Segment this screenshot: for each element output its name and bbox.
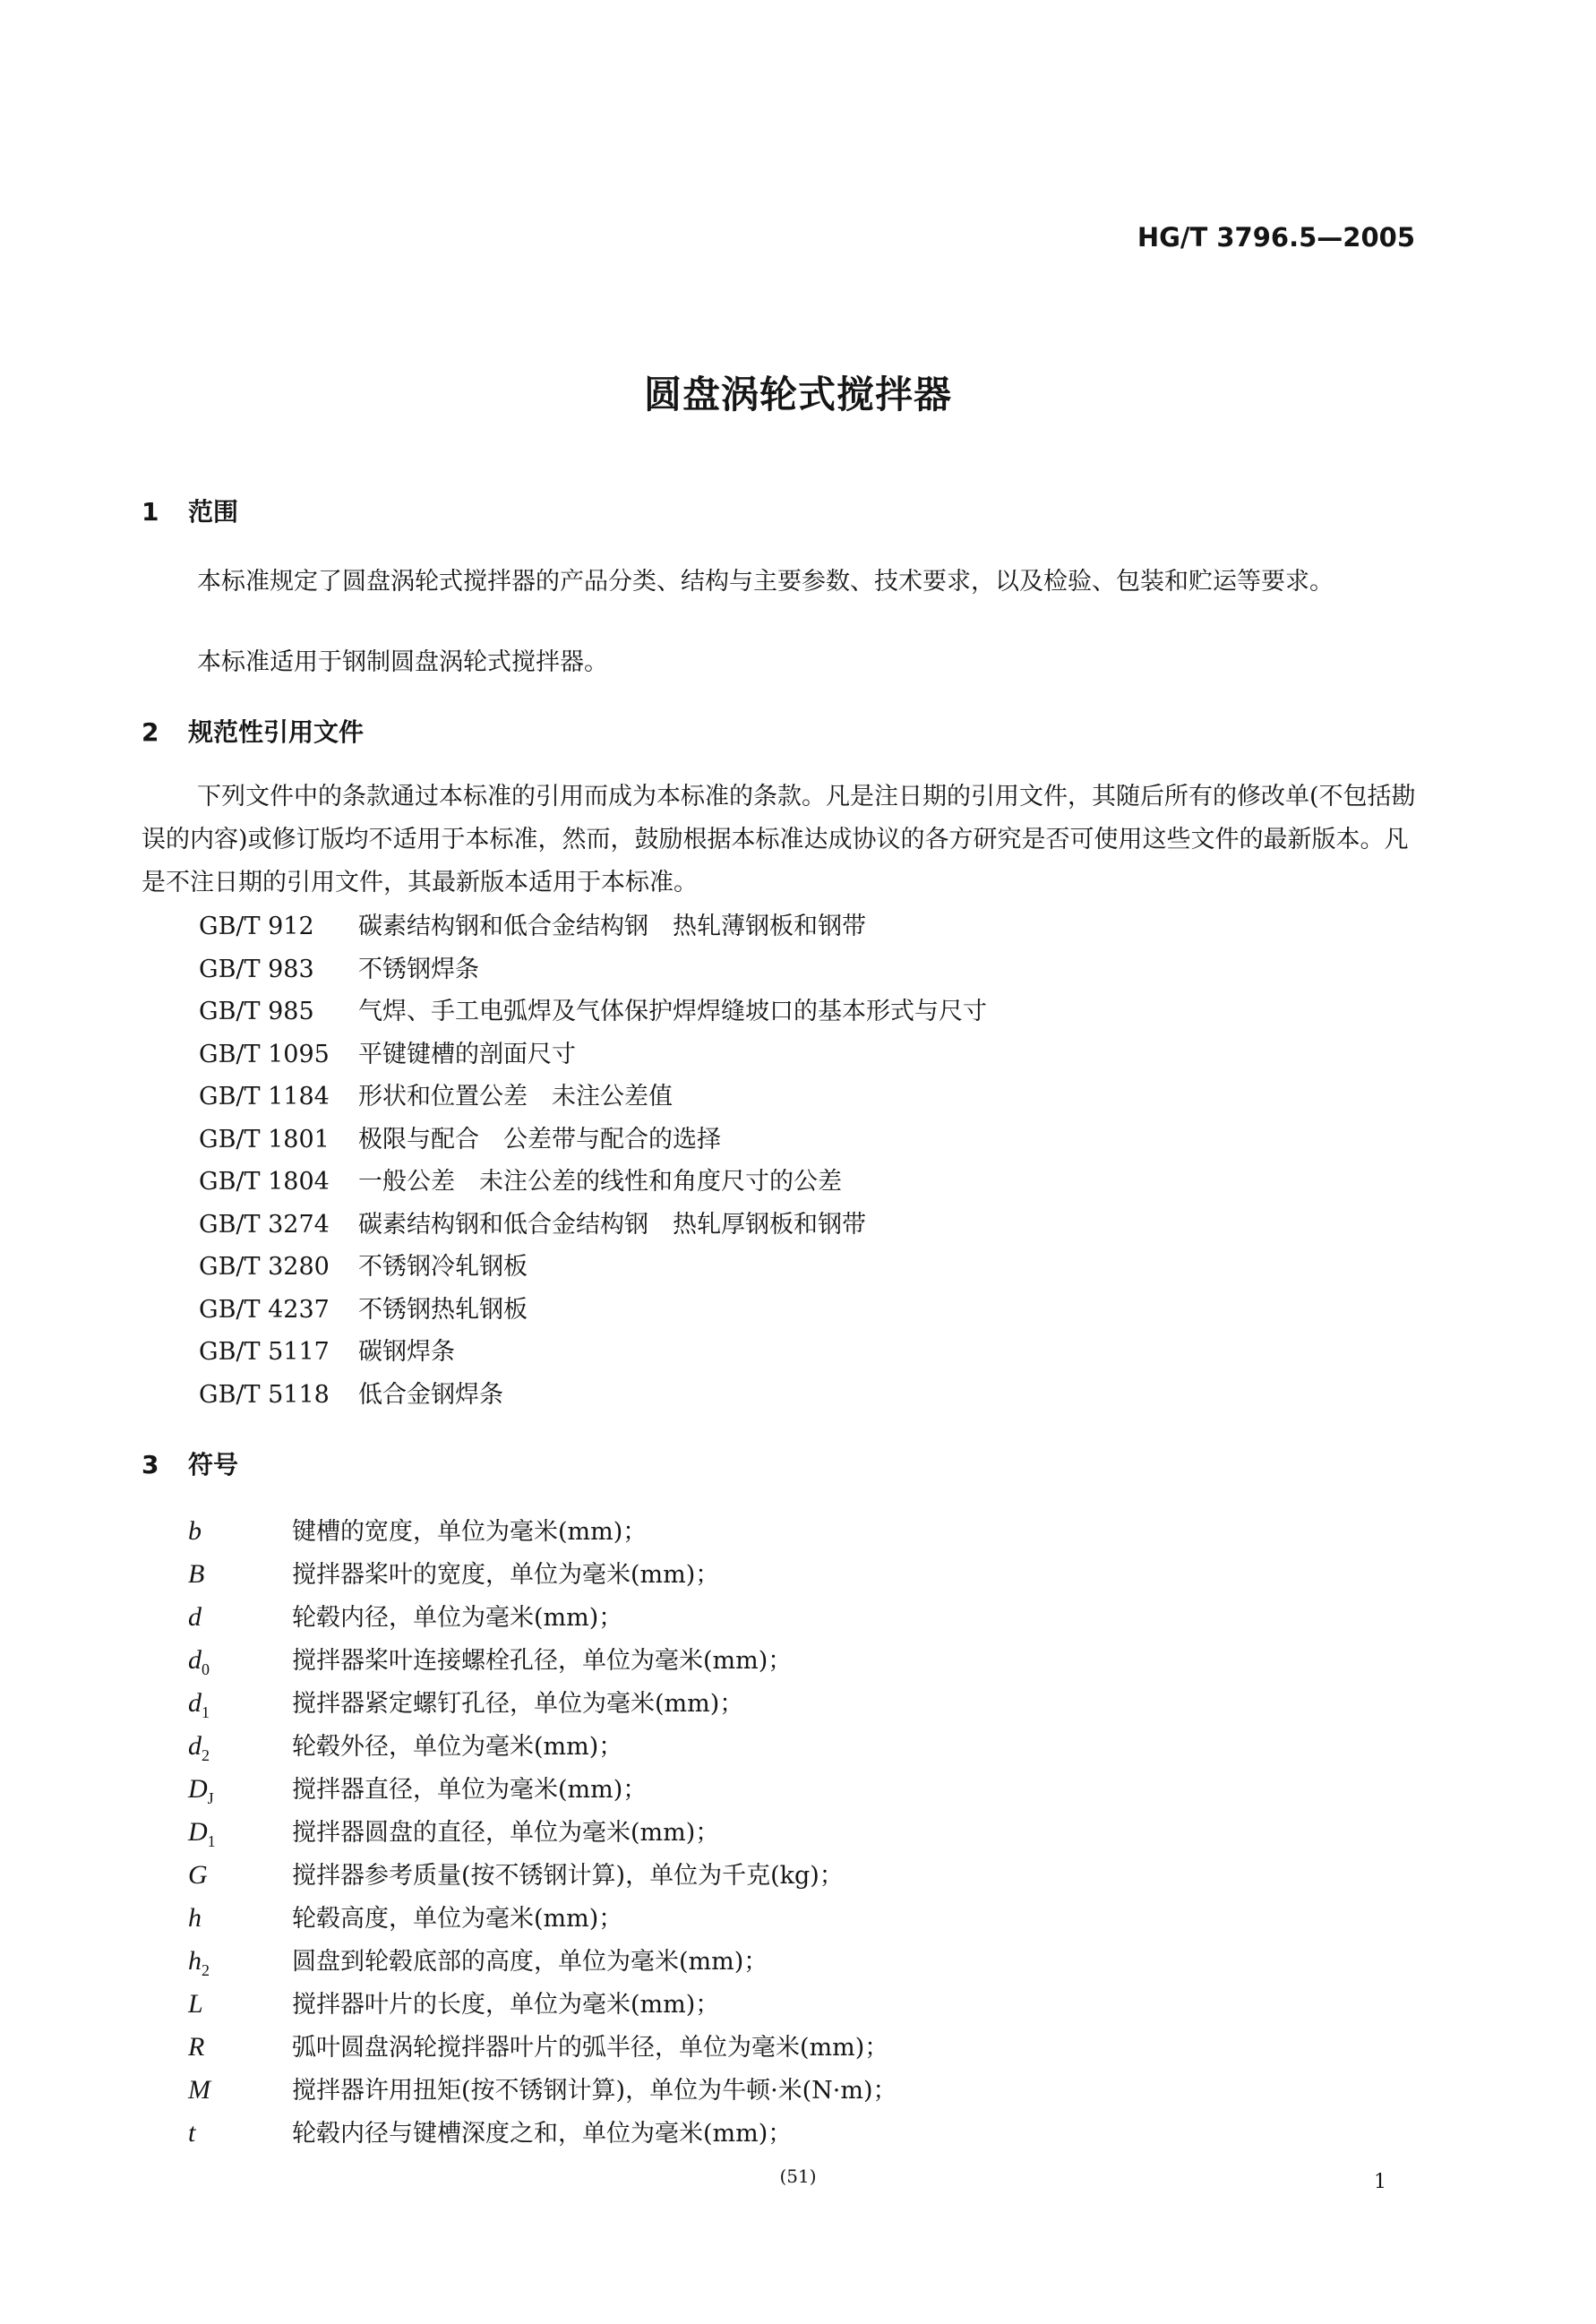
reference-title: 形状和位置公差 未注公差值 bbox=[358, 1083, 673, 1111]
reference-code: GB/T 1801 bbox=[199, 1125, 330, 1153]
symbol-description: 搅拌器许用扭矩(按不锈钢计算)，单位为牛顿·米(N·m)； bbox=[292, 2077, 897, 2105]
reference-item bbox=[199, 906, 866, 941]
reference-title: 碳素结构钢和低合金结构钢 热轧厚钢板和钢带 bbox=[358, 1210, 866, 1239]
reference-item bbox=[199, 949, 479, 984]
reference-title: 不锈钢热轧钢板 bbox=[358, 1295, 528, 1324]
standard-code: HG/T 3796.5—2005 bbox=[1137, 222, 1415, 253]
symbol-letter bbox=[188, 1774, 292, 1808]
symbol-base: t bbox=[188, 2118, 196, 2148]
symbol-base: L bbox=[188, 1989, 203, 2019]
symbol-description: 圆盘到轮毂底部的高度，单位为毫米(mm)； bbox=[292, 1948, 768, 1976]
symbol-letter bbox=[188, 2032, 292, 2062]
symbol-letter bbox=[188, 1903, 292, 1934]
symbol-letter bbox=[188, 1989, 292, 2020]
symbol-description: 搅拌器紧定螺钉孔径，单位为毫米(mm)； bbox=[292, 1690, 744, 1718]
section-1-heading bbox=[142, 493, 238, 528]
symbol-item bbox=[188, 1727, 622, 1765]
section-3-heading bbox=[142, 1445, 238, 1481]
symbol-base: h bbox=[188, 1946, 202, 1976]
reference-code: GB/T 5118 bbox=[199, 1380, 330, 1409]
symbol-letter bbox=[188, 1946, 292, 1980]
symbol-description: 搅拌器桨叶的宽度，单位为毫米(mm)； bbox=[292, 1561, 720, 1589]
section-2-heading bbox=[142, 713, 364, 749]
symbol-letter bbox=[188, 1860, 292, 1891]
reference-title: 低合金钢焊条 bbox=[358, 1380, 503, 1409]
reference-item bbox=[199, 1332, 455, 1367]
section-title: 规范性引用文件 bbox=[188, 717, 365, 747]
symbol-base: h bbox=[188, 1903, 202, 1933]
symbol-subscript: 1 bbox=[207, 1832, 216, 1850]
reference-item bbox=[199, 1205, 866, 1239]
symbol-subscript: 2 bbox=[202, 1961, 210, 1979]
symbol-subscript: J bbox=[207, 1789, 214, 1807]
paragraph-text: 本标准适用于钢制圆盘涡轮式搅拌器。 bbox=[197, 648, 608, 676]
symbol-item bbox=[188, 1598, 622, 1633]
reference-title: 极限与配合 公差带与配合的选择 bbox=[358, 1125, 721, 1153]
reference-title: 碳素结构钢和低合金结构钢 热轧薄钢板和钢带 bbox=[358, 913, 866, 940]
section-number: 2 bbox=[142, 717, 159, 747]
symbol-letter bbox=[188, 1645, 292, 1679]
reference-code: GB/T 1184 bbox=[199, 1083, 330, 1111]
section-2-intro bbox=[142, 776, 1417, 905]
symbol-description: 搅拌器参考质量(按不锈钢计算)，单位为千克(kg)； bbox=[292, 1862, 844, 1890]
reference-title: 碳钢焊条 bbox=[358, 1338, 455, 1366]
side-mark: 1 bbox=[1374, 2171, 1386, 2193]
reference-item bbox=[199, 1076, 673, 1111]
section-title: 符号 bbox=[188, 1450, 239, 1479]
symbol-letter bbox=[188, 1731, 292, 1765]
reference-title: 气焊、手工电弧焊及气体保护焊焊缝坡口的基本形式与尺寸 bbox=[358, 998, 987, 1025]
reference-code: GB/T 4237 bbox=[199, 1295, 330, 1324]
symbol-item bbox=[188, 1899, 622, 1934]
document-title: 圆盘涡轮式搅拌器 bbox=[643, 373, 952, 416]
section-number: 1 bbox=[142, 497, 159, 527]
symbol-base: D bbox=[188, 1774, 208, 1804]
section-1-paragraph-2 bbox=[142, 641, 1417, 684]
symbol-base: d bbox=[188, 1645, 202, 1675]
reference-code: GB/T 3274 bbox=[199, 1210, 330, 1239]
symbol-base: R bbox=[188, 2032, 205, 2062]
symbol-item bbox=[188, 1985, 719, 2020]
symbol-subscript: 0 bbox=[202, 1660, 210, 1678]
symbol-letter bbox=[188, 2118, 292, 2148]
symbol-item bbox=[188, 1512, 647, 1547]
symbol-base: G bbox=[188, 1860, 208, 1890]
reference-title: 一般公差 未注公差的线性和角度尺寸的公差 bbox=[358, 1168, 842, 1196]
reference-item bbox=[199, 1247, 528, 1282]
reference-code: GB/T 1095 bbox=[199, 1040, 330, 1068]
reference-item bbox=[199, 991, 987, 1026]
symbol-description: 轮毂内径，单位为毫米(mm)； bbox=[292, 1604, 623, 1632]
paragraph-text: 下列文件中的条款通过本标准的引用而成为本标准的条款。凡是注日期的引用文件，其随后所有的修改单(不包括勘误的内容)或修订版均不适用于本标准，然而，鼓励根据本标准达成协议的各方研究是否可使用这些文件的最新版本。凡是不注日期的引用文件，其最新版本适用于本标准。 bbox=[142, 783, 1416, 896]
symbol-base: D bbox=[188, 1817, 208, 1847]
section-number: 3 bbox=[142, 1450, 159, 1479]
paragraph-text: 本标准规定了圆盘涡轮式搅拌器的产品分类、结构与主要参数、技术要求，以及检验、包装和贮运等要求。 bbox=[197, 568, 1334, 596]
symbol-description: 搅拌器叶片的长度，单位为毫米(mm)； bbox=[292, 1991, 720, 2019]
symbol-item bbox=[188, 2114, 792, 2148]
symbol-base: d bbox=[188, 1688, 202, 1718]
reference-title: 不锈钢冷轧钢板 bbox=[358, 1253, 528, 1281]
symbol-description: 轮毂高度，单位为毫米(mm)； bbox=[292, 1905, 623, 1933]
reference-item bbox=[199, 1162, 842, 1196]
reference-item bbox=[199, 1119, 721, 1154]
reference-code: GB/T 983 bbox=[199, 955, 314, 983]
symbol-item bbox=[188, 1684, 743, 1722]
symbol-description: 轮毂内径与键槽深度之和，单位为毫米(mm)； bbox=[292, 2120, 793, 2148]
symbol-item bbox=[188, 1641, 792, 1679]
symbol-letter bbox=[188, 1817, 292, 1851]
symbol-subscript: 2 bbox=[202, 1746, 210, 1764]
reference-item bbox=[199, 1375, 503, 1410]
symbol-description: 搅拌器直径，单位为毫米(mm)； bbox=[292, 1776, 648, 1804]
symbol-letter bbox=[188, 1602, 292, 1633]
reference-title: 不锈钢焊条 bbox=[358, 955, 479, 983]
symbol-item bbox=[188, 1942, 768, 1980]
reference-item bbox=[199, 1034, 576, 1069]
symbol-description: 搅拌器桨叶连接螺栓孔径，单位为毫米(mm)； bbox=[292, 1647, 793, 1675]
symbol-item bbox=[188, 1813, 719, 1851]
section-title: 范围 bbox=[188, 497, 239, 527]
page-number: (51) bbox=[779, 2165, 817, 2187]
reference-title: 平键键槽的剖面尺寸 bbox=[358, 1040, 576, 1068]
symbol-description: 轮毂外径，单位为毫米(mm)； bbox=[292, 1733, 623, 1761]
reference-code: GB/T 1804 bbox=[199, 1168, 330, 1196]
reference-code: GB/T 3280 bbox=[199, 1253, 330, 1281]
reference-code: GB/T 985 bbox=[199, 998, 314, 1025]
symbol-letter bbox=[188, 2075, 292, 2105]
reference-item bbox=[199, 1290, 528, 1325]
reference-code: GB/T 5117 bbox=[199, 1338, 330, 1366]
symbol-letter bbox=[188, 1559, 292, 1590]
symbol-base: d bbox=[188, 1731, 202, 1761]
symbol-letter bbox=[188, 1688, 292, 1722]
symbol-item bbox=[188, 1770, 647, 1808]
symbol-item bbox=[188, 2028, 888, 2062]
symbol-description: 键槽的宽度，单位为毫米(mm)； bbox=[292, 1518, 648, 1546]
symbol-base: B bbox=[188, 1559, 205, 1589]
symbol-letter bbox=[188, 1516, 292, 1547]
symbol-base: M bbox=[188, 2075, 210, 2105]
symbol-item bbox=[188, 1856, 844, 1891]
symbol-base: d bbox=[188, 1602, 202, 1632]
section-1-paragraph-1 bbox=[142, 561, 1417, 604]
symbol-item bbox=[188, 1555, 719, 1590]
symbol-description: 搅拌器圆盘的直径，单位为毫米(mm)； bbox=[292, 1819, 720, 1847]
symbol-base: b bbox=[188, 1516, 202, 1546]
symbol-description: 弧叶圆盘涡轮搅拌器叶片的弧半径，单位为毫米(mm)； bbox=[292, 2034, 889, 2062]
symbol-subscript: 1 bbox=[202, 1703, 210, 1721]
symbol-item bbox=[188, 2071, 897, 2105]
reference-code: GB/T 912 bbox=[199, 913, 314, 940]
